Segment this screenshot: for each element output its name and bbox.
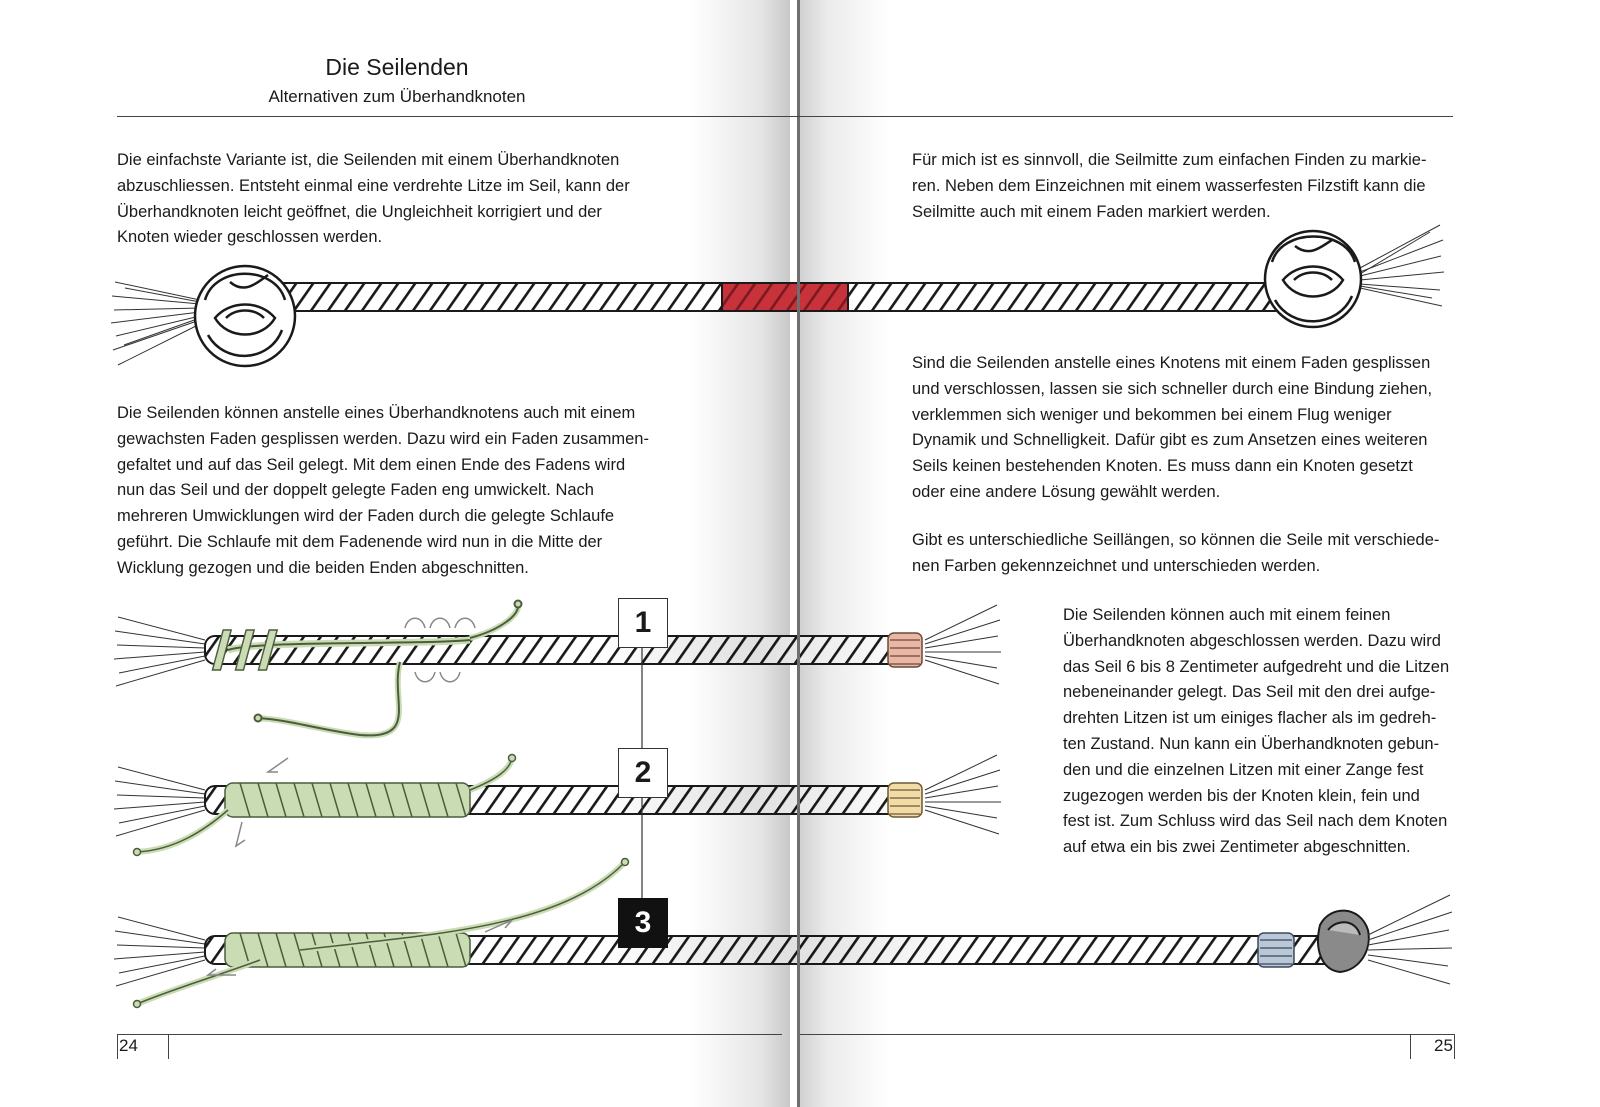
book-fold	[797, 0, 800, 1107]
rope-step-2	[114, 755, 1001, 856]
left-paragraph-2: Die Seilenden können anstelle eines Überhandknotens auch mit einem gewachsten Faden gesplissen werden. Dazu wird ein Faden zusammen- gefaltet und auf das Seil gelegt. Mit dem einen Ende des Fadens wird nun das Seil und der doppelt gelegte Faden eng umwickelt. Nach mehreren Umwicklungen wird der Faden durch die gelegte Schlaufe geführt. Die Schlaufe mit dem Fadenende wird nun in die Mitte der Wicklung gezogen und die beiden Enden abgeschnitten.	[117, 404, 649, 577]
right-paragraph-4: Die Seilenden können auch mit einem feinen Überhandknoten abgeschlossen werden. Dazu wird das Seil 6 bis 8 Zentimeter aufgedreht und die Litzen nebeneinander gelegt. Das Seil mit den drei aufge- drehten Litzen ist um einiges flacher als im gedreh- ten Zustand. Nun kann ein Überhandknoten gebun- den und die einzelnen Litzen mit einer Zange fest zugezogen werden bis der Knoten klein, fein und fest ist. Zum Schluss wird das Seil nach dem Knoten auf etwa ein bis zwei Zentimeter abgeschnitten.	[1063, 606, 1450, 857]
whipping-yellow	[888, 783, 922, 817]
knot-right	[1265, 231, 1361, 327]
rope-top-right-fibers	[1360, 225, 1444, 306]
knot-left	[195, 266, 295, 366]
rope-top-left-fibers	[111, 282, 200, 365]
rope-step-3	[114, 859, 1452, 1008]
step-1-box: 1	[618, 598, 668, 648]
right-paragraph-3: Gibt es unterschiedliche Seillängen, so können die Seile mit verschiede- nen Farben gekennzeichnet und unterschieden werden.	[912, 531, 1440, 575]
page-subtitle: Alternativen zum Überhandknoten	[268, 87, 526, 106]
left-paragraph-1: Die einfachste Variante ist, die Seilenden mit einem Überhandknoten abzuschliessen. Entsteht einmal eine verdrehte Litze im Seil, kann der Überhandknoten leicht geöffnet, die Ungleichheit korrigiert und der Knoten wieder geschlossen werden.	[117, 151, 630, 247]
page-number-right: 25	[1434, 1036, 1453, 1055]
thread-step-2	[225, 783, 470, 817]
center-marker	[722, 283, 848, 311]
rope-step-1	[114, 601, 1001, 736]
thread-step-1	[228, 601, 522, 736]
right-paragraph-2: Sind die Seilenden anstelle eines Knotens mit einem Faden gesplissen und verschlossen, lassen sie sich schneller durch eine Bindung ziehen, verklemmen sich weniger und bekommen bei einem Flug weniger Dynamik und Schnelligkeit. Dafür gibt es zum Ansetzen eines weiteren Seils keinen bestehenden Knoten. Es muss dann ein Knoten gesetzt oder eine andere Lösung gewählt werden.	[912, 354, 1433, 501]
page-title: Die Seilenden	[325, 54, 469, 80]
whipping-pink	[888, 633, 922, 667]
thread-step-3	[225, 933, 470, 967]
right-paragraph-1: Für mich ist es sinnvoll, die Seilmitte zum einfachen Finden zu markie- ren. Neben dem Einzeichnen mit einem wasserfesten Filzstift kann die Seilmitte auch mit einem Faden markiert werden.	[912, 151, 1427, 221]
footer-rule-left	[169, 1034, 782, 1035]
page-number-left: 24	[119, 1036, 138, 1055]
step-3-box: 3	[618, 898, 668, 948]
footer-rule-right	[800, 1034, 1410, 1035]
knot-small-grey	[1318, 911, 1369, 972]
step-2-box: 2	[618, 748, 668, 798]
header-rule	[117, 116, 1453, 117]
whipping-blue	[1258, 933, 1294, 967]
